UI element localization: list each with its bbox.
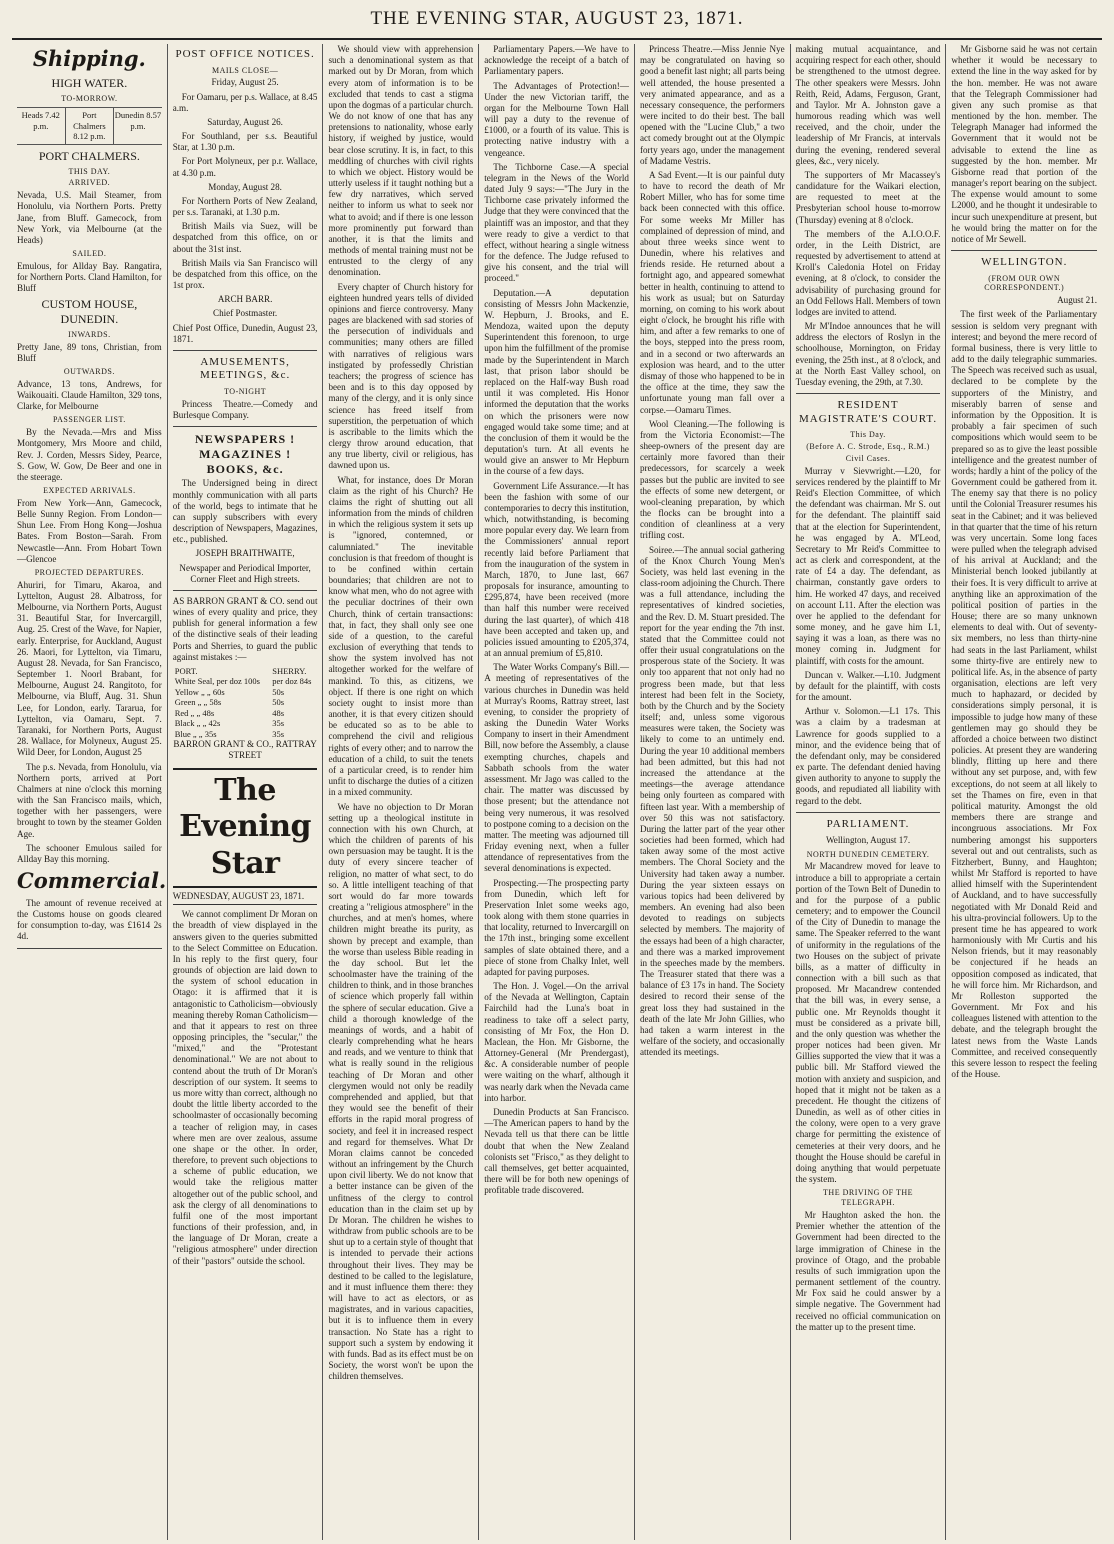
table-cell: 35s (272, 718, 285, 729)
news-item: Mr M'Indoe announces that he will address the electors of Roslyn in the schoolhouse, Mornington, on Friday evening, the 25th inst., at 8 o'clock, and at the North East Valley school, on Tuesday evening, the 29th, at 7.30. (795, 321, 941, 387)
divider (796, 812, 941, 813)
tonight-label: TO-NIGHT (224, 386, 267, 396)
rm-court-title: RESIDENT MAGISTRATE'S COURT. (799, 399, 938, 425)
shipping-note-2: The schooner Emulous sailed for Allday Bay this morning. (17, 842, 162, 864)
column-6 (791, 44, 947, 1540)
column-2 (168, 44, 324, 1540)
divider (173, 426, 318, 427)
news-item: Wool Cleaning.—The following is from the Victoria Economist:—The sheep-owners of the present day are certainly more favored than their predecessors, for scarcely a week passes but the public are invited to see the effects of some new detergent, or wool-cleaning preparation, by which the flocks can be brought into a condition of cleanliness at a very trifling cost. (639, 418, 785, 541)
column-3 (323, 44, 479, 1540)
table-cell: White Seal, per doz 100s (174, 676, 260, 687)
barron-ad-text: AS BARRON GRANT & CO. send out wines of every quality and price, they publish for general information a few of the distinctive seals of their leading Ports and Sherries, to guard the public against mistakes :— (172, 595, 318, 662)
newspapers-ad-text: The Undersigned being in direct monthly communication with all parts of the world, begs to intimate that he can supply subscribers with every description of Newspapers, Magazines, etc., published. (172, 478, 318, 545)
table-cell: Red „ „ 48s (174, 707, 215, 718)
news-item: Princess Theatre.—Miss Jennie Nye may be congratulated on having so good a benefit last night; all parts being well attended, the house presented a very animated appearance, and as a necessary consequence, the performers were incited to do their best. The ball opened with the "Lucine Club," a two act comedy brought out at the Olympic forty years ago, under the management of Madame Vestris. (639, 44, 785, 166)
wellington-date: August 21. (1057, 295, 1097, 306)
wellington-text: The first week of the Parliamentary session is seldom very pregnant with interest; and beyond the mere record of formal business, there is very little to add to the daily telegraphic summaries. The Speech was received such as usual, declared to be complete by the supporters of the Ministry, and miserably barren of sense and information by the Opposition. It is probably a fair specimen of such compositions which would seem to be prepared so as to give the least possible intelligence and the greatest number of words; hardly a hint of the policy of the Government could be gathered from it. The enemy say that there is no policy until the Colonial Treasurer resumes his seat in the Cabinet; and it was believed in that quarter that the time of his return was very uncertain. Some long faces were pulled when the telegraph advised of his arrival at Auckland; and the Ministerial bench looked jubilantly at their foes. It is very difficult to arrive at anything like an approximation of the political position of parties in the House; there are so many unknown elements to deal with. Out of seventy-six members, no less than thirty-nine had seats in the last Parliament, whilst some thirty-five are entirely new to political life. As, in the absence of party organisation, elections are left very much to haphazard, or decided by considerations simply personal, it is impossible to judge how many of these gentlemen may go should they be afforded a choice between two distinct policies. At present they are wandering blindly, flitting up here and there without any set purpose, and, with few exceptions, do not seem at all likely to set the Thames on fire, even in that political maturity. Amongst the old members there are strange and incongruous associations. Mr Fox numbering amongst his supporters several out and out centralists, such as Fitzherbert, Bunny, and Haughton; whilst Mr Stafford is reported to have allied himself with the Superintendent of Auckland, and to have successfully negotiated with Mr Donald Reid and his ultra-provincial followers. Up to the present time he has appeared to work harmoniously with Mr Curtis and his Nelson friends, but it may reasonably be conjectured if he heads an opposition composed as indicated, that he will force him. Mr Richardson, and Mr Rolleston supported the Government. Mr Fox and his colleagues listened with attention to the debate, and the telegraph brought the latest news from the Waste Lands Committee, and received consequently this severe lesson to respect the feeling of the House. (951, 309, 1097, 1080)
projected-text: Ahuriri, for Timaru, Akaroa, and Lyttelton, August 28. Albatross, for Melbourne, via Northern Ports, August 31. Beautiful Star, for Invercargill, Aug. 25. Crest of the Wave, for Napier, early. Enterprise, for Auckland, August 26. Maori, for Lyttelton, via Timaru, August 28. Nevada, for San Francisco, September 1. Noorl Brabant, for Melbourne, August 24. Rangitoto, for Melbourne, via Bluff, Aug. 31. Shun Lee, for London, early. Tararua, for Lyttelton, via Oamaru, Sept. 7. Taranaki, for Northern Ports, August 28. Wallace, for Molyneux, August 25. Wild Deer, for London, August 25 (17, 579, 162, 758)
column-7 (946, 44, 1102, 1540)
high-water-title: HIGH WATER. (51, 75, 128, 90)
divider (173, 350, 318, 351)
tide-port-chalmers: Port Chalmers 8.12 p.m. (66, 108, 115, 143)
projected-label: PROJECTED DEPARTURES. (34, 567, 145, 577)
table-row (173, 687, 318, 697)
table-cell: Green „ „ 58s (174, 697, 222, 708)
news-item: The Water Works Company's Bill.—A meeting of representatives of the various churches in Dunedin was held at Murray's Rooms, Rattray street, last evening, to consider the propriety of asking the Dunedin Water Works Company to insert in their Amendment Bill, now before the Assembly, a clause exempting churches, chapels and Sabbath schools from the water assessment. Mr Jago was called to the chair. The matter was discussed by those present; but the attendance not being very numerous, it was resolved to postpone coming to a decision on the matter. The meeting was adjourned till Friday evening next, when a fuller attendance of representatives from the several denominations is expected. (484, 662, 629, 874)
tomorrow-label: TO-MORROW. (61, 93, 118, 103)
columns (12, 44, 1102, 1540)
news-item: Mr Gisborne said he was not certain whether it would be necessary to extend the line in the way asked for by the hon. member. He was not aware that the Telegraph Commissioner had given any such promise as that mentioned by the hon. member. The Telegraph Manager had informed the Government that it would not be advisable to extend the line as suggested by the hon. member. Mr Gisborne read that portion of the manager's report bearing on the subject. The expense would amount to some L2000, and he thought it undesirable to incur such unexpenditure at present, but he would bring the matter on for the notice of Mr Sewell. (951, 44, 1097, 244)
news-item: The supporters of Mr Macassey's candidature for the Waikari election, are requested to meet at the Presbyterian school house to-morrow (Thursday) evening at 8 o'clock. (795, 169, 941, 225)
news-item: A Sad Event.—It is our painful duty to have to record the death of Mr Robert Miller, who has for some time back been connected with this office. For some weeks Mr Miller has complained of depression of mind, and about three weeks since went to Dunedin, where his relatives and friends reside. He returned about a fortnight ago, and appeared somewhat better in health, continuing to attend to his work as usual; but on Saturday morning, on coming to his work about eight o'clock, he brought his rifle with him, and after a few remarks to one of the boys, stepped into the press room, and in a second or two afterwards an explosion was heard, and to the utter dismay of those who happened to be in the office at the time, they saw the unfortunate young man fall over a corpse.—Oamaru Times. (639, 169, 785, 415)
parliament-dateline: Wellington, August 17. (825, 835, 911, 846)
column-1 (12, 44, 168, 1540)
wine-price-table (173, 666, 318, 739)
commercial-heading: Commercial. (17, 868, 167, 894)
dateline: WEDNESDAY, AUGUST 23, 1871. (173, 891, 318, 905)
table-cell: 48s (272, 707, 285, 718)
divider (17, 948, 162, 949)
outwards-label: OUTWARDS. (63, 367, 115, 377)
rm-case: Arthur v. Solomon.—L1 17s. This was a claim by a tradesman at Lawrence for goods supplied to a minor, and the evidence being that of the defendant only, may be considered ex parte. The defendant denied having given authority to anyone to supply the goods, and repudiated all liability with regard to the debt. (795, 706, 941, 806)
news-item: The Advantages of Protection!—Under the new Victorian tariff, the organ for the Melbourne Town Hall will pay a duty to the revenue of £1000, or a fourth of its value. This is protecting native industry with a vengeance. (484, 80, 629, 158)
po-item: For Oamaru, per p.s. Wallace, at 8.45 a.m. (172, 91, 318, 113)
sailed-label: SAILED. (72, 249, 107, 259)
editorial-continued-2: Every chapter of Church history for eighteen hundred years tells of divided opinions and fierce controversy. Many pages are blackened with sad stories of the persecution of individuals and communities; many others are filled with narratives of religious wars instigated by professedly Christian teachers; the progress of science has been and is to this day opposed by many of the clergy, and it is only since science has freed itself from superstition, the perpetuation of which is ascribable to the limits which the clergy throw around education, that any true liberty, civil or religious, has dawned upon us. (328, 281, 474, 471)
arrived-label: ARRIVED. (68, 178, 111, 188)
arrived-text: Nevada, U.S. Mail Steamer, from Honolulu, via Northern Ports. Pretty Jane, from Bluff. Gamecock, from New York, via Melbourne (at the Heads) (17, 190, 162, 245)
amusements-text: Princess Theatre.—Comedy and Burlesque Company. (172, 398, 318, 420)
sf-mails: British Mails via San Francisco will be despatched from this office, on the 1st prox. (172, 257, 318, 291)
customs-title: CUSTOM HOUSE, DUNEDIN. (41, 297, 138, 327)
po-item: Friday, August 25. (211, 77, 279, 88)
table-cell: 35s (272, 728, 285, 739)
wellington-sub: (FROM OUR OWN CORRESPONDENT.) (984, 273, 1065, 293)
table-row (173, 676, 318, 686)
rm-day: This Day. (850, 430, 886, 440)
passenger-text: By the Nevada.—Mrs and Miss Montgomery, Mrs Moore and child, Rev. J. Corden, Messrs Sidey, Pearce, S. Gow, W. Gow, De Beer and one in the steerage. (17, 427, 162, 482)
po-item: For Northern Ports of New Zealand, per s.s. Taranaki, at 1.30 p.m. (172, 195, 318, 218)
editorial-text: We cannot compliment Dr Moran on the breadth of view displayed in the answers given to the queries submitted to the Select Committee on Education. In his reply to the first query, four grounds of objection are laid down to the system of school education in Otago: it is affirmed that it is antagonistic to Catholicism—obviously meaning thereby Roman Catholicism—and that it appears to rest on three opposing principles, the "secular," the "mixed," and the "Protestant denominational." We are not about to contend about the truth of Dr Moran's description of our system. It seems to us more witty than correct, although no doubt the little liberty accorded to the schoolmaster of occasionally becoming a teacher of religion may, in cases where men are over zealous, assume one shape or the other. In order, therefore, to prevent such objections to a scheme of public education, we would take the religious matter altogether out of the public school, and ask the clergy of all denominations to fulfil one of the most important functions of their profession, and, in the language of Dr Moran, create a "religious atmosphere" under direction of their "pastors" outside the school. (172, 909, 318, 1266)
column-5 (635, 44, 791, 1540)
divider (173, 590, 318, 591)
wellington-title: WELLINGTON. (981, 256, 1068, 269)
port-title: PORT CHALMERS. (38, 148, 140, 163)
news-item: The Hon. J. Vogel.—On the arrival of the Nevada at Wellington, Captain Fairchild had the Luna's boat in readiness to take off a select party, consisting of Mr Fox, the Hon D. Maclean, the Hon. Mr Gisborne, the Attorney-General (Mr Prendergast), &c. A considerable number of people were waiting on the wharf, although it was nearly dark when the Nevada came into harbor. (484, 981, 629, 1103)
po-item: Saturday, August 26. (207, 116, 283, 127)
shipping-note: The p.s. Nevada, from Honolulu, via Northern ports, arrived at Port Chalmers at nine o'clock this morning with the San Francisco mails, which, together with her passengers, were brought to town by the steamer Golden Age. (17, 761, 162, 839)
telegraph-title: THE DRIVING OF THE TELEGRAPH. (823, 1188, 914, 1208)
barron-ad-footer: BARRON GRANT & CO., RATTRAY STREET (173, 739, 317, 761)
inwards-text: Pretty Jane, 89 tons, Christian, from Bluff (17, 341, 162, 363)
editorial-continued-1: We should view with apprehension such a denominational system as that marked out by Dr Moran, from which every atom of information is to be excluded that tends to cast a stigma upon the dogmas of a particular church. We do not know of one that has any pretensions to nationality, whose early history, if weighed by justice, would bear close scrutiny. It is, in fact, to this meddling of churches with civil rights to which we object. History would be utterly useless if it taught nothing but a few dry narratives, which served neither to inform us what to seek nor what to avoid; and if there is one lesson more prominently put forward than another, it is that the limits and methods of mental training must not be entrusted to the clergy of any denomination. (328, 44, 474, 278)
parliament-text: Mr Macandrew moved for leave to introduce a bill to appropriate a certain portion of the Town Belt of Dunedin to and for the purpose of a public cemetery; and to empower the Council of the City of Dunedin to manage the same. The Speaker referred to the want of uniformity in the regulations of the two Houses on the subject of private bills, as a matter of difficulty in connection with a bill such as that proposed. Mr Macandrew contended that the bill was, in every sense, a public one. Mr Reynolds thought it must be considered as a private bill, and the only question was whether the proper notices had been given. Mr Gillies supported the view that it was a public bill. Mr Stafford viewed the motion with anxiety and suspicion, and hoped that it might not be taken as a precedent. He thought the citizens of Dunedin, as well as of other cities in the colony, were open to a very grave charge for permitting the existence of cemeteries at their very doors, and he thought the House should be careful in doing anything that would perpetuate the system. (795, 861, 941, 1185)
passenger-label: PASSENGER LIST. (52, 415, 126, 425)
po-item: For Southland, per s.s. Beautiful Star, at 1.30 p.m. (172, 131, 318, 153)
table-cell: Yellow „ „ 60s (174, 686, 225, 697)
rm-case: Murray v Sievwright.—L20, for services rendered by the plaintiff to Mr Reid's Election Committee, of which the defendant was chairman. Mr S. out for the defendant. The plaintiff said that at the election for Superintendent, he was engaged by A. M'Leod, Secretary to Mr Reid's Committee to act as clerk and correspondent, at the rate of £4 a day. The defendant, as chairman, constantly gave orders to him. He worked 47 days, and received on account L11. After the election was over he applied to the defendant for some money, and he gave him L1, saying it was a loan, as there was no money coming in. Judgment for plaintiff, with costs for the amount. (795, 465, 941, 666)
po-signed: ARCH BARR. (217, 294, 273, 305)
table-cell: 50s (272, 686, 285, 697)
table-cell: per doz 84s (272, 676, 312, 687)
column-4 (479, 44, 635, 1540)
tide-heads: Heads 7.42 p.m. (17, 108, 66, 143)
news-item: Deputation.—A deputation consisting of Messrs John Mackenzie, W. Hepburn, J. Brooks, and E. Mendoza, waited upon the deputy Superintendent this forenoon, to urge upon him the fulfillment of the promise made by the Superintendent in March last, that prison labor should be replaced on the Half-way Bush road until it was completed. His Honor informed the deputation that the works on which the prisoners were now engaged would take some time; and at the conclusion of them it would be the deputation's turn. At all events he would give an answer to Mr Hepburn in the course of a few days. (484, 287, 629, 477)
outwards-text: Advance, 13 tons, Andrews, for Waikouaiti. Claude Hamilton, 329 tons, Clarke, for Melbourne (17, 378, 162, 412)
table-cell: Blue „ „ 35s (174, 728, 217, 739)
table-cell: 50s (272, 697, 285, 708)
po-item: Monday, August 28. (208, 181, 282, 192)
evening-star-logo: The Evening Star (173, 768, 318, 889)
port-label: PORT. (174, 665, 198, 676)
expected-label: EXPECTED ARRIVALS. (43, 486, 136, 496)
po-footer: Chief Post Office, Dunedin, August 23, 1871. (172, 322, 318, 344)
tide-table (17, 107, 162, 144)
telegraph-text: Mr Haughton asked the hon. the Premier whether the attention of the Government had been directed to the large immigration of Chinese in the province of Otago, and the probable results of such immigration upon the permanent settlement of the country. Mr Fox said he could answer by a simple negative. The Government had received no official communication on the matter up to the present time. (795, 1209, 941, 1332)
mails-close-label: MAILS CLOSE— (211, 65, 279, 75)
news-item: The members of the A.I.O.O.F. order, in the Leith District, are requested by advertisement to attend at Kroll's Caledonia Hotel on Friday evening, at 8 o'clock, to consider the advisability of purchasing ground for an Odd Fellows Hall. Members of town lodges are invited to attend. (795, 228, 941, 317)
post-office-title: POST OFFICE NOTICES. (175, 48, 315, 60)
parliament-sub: NORTH DUNEDIN CEMETERY. (806, 849, 930, 859)
table-row (173, 718, 318, 728)
divider (796, 393, 941, 394)
expected-text: From New York—Ann, Gamecock, Belle Sunny Region. From London—Shun Lee. From Hong Kong—Joshua Bates. From Boston—Sarah. From Newcastle—Ann. From Hobart Town—Glencoe (17, 497, 162, 564)
sailed-text: Emulous, for Allday Bay. Rangatira, for Northern Ports. Cland Hamilton, for Bluff (17, 260, 162, 294)
amusements-title: AMUSEMENTS, MEETINGS, &c. (199, 355, 291, 382)
newspapers-ad-name: JOSEPH BRAITHWAITE, (195, 548, 295, 559)
news-item: Dunedin Products at San Francisco.—The American papers to hand by the Nevada tell us that there can be little doubt that when the New Zealand colonists set "Frisco," as they delight to call themselves, get better acquainted, there will be for both new openings of profitable trade discovered. (484, 1106, 629, 1196)
table-row (173, 697, 318, 707)
editorial-continued-3: What, for instance, does Dr Moran claim as the right of his Church? He claims the right of shutting out all information from the minds of children in which the religious system it sets up is "ignored, contemned, or calumniated." The inevitable conclusion is that freedom of thought is to be confined within certain boundaries; that children are not to know what men, who do not agree with the peculiar doctrines of their own Church, think of certain transactions: that, in fact, they shall only see one side of a question, to the careful exclusion of everything that tends to show the system involved has not altogether worked for the welfare of mankind. To this, as citizens, we object. If there is one right on which society ought to insist more than another, it is that every citizen should be educated so as to be able to comprehend the civil and religious rights of every other; and to narrow the education of a child, to suit the tenets of a particular creed, is to render him unfit to discharge the duties of a citizen in a mixed community. (328, 474, 474, 798)
editorial-continued-4: We have no objection to Dr Moran setting up a theological institute in connection with his own Church, at which the children of parents of his own persuasion may be taught. It is the duty of every sincere teacher of religion, no matter of what sect, to do so. A little intelligent teaching of that sort would do far more towards creating a "religious atmosphere" in the churches, and at men's homes, where children might breathe its purity, as shown by precept and example, than the worse than useless Bible reading in the day school. But let the schoolmaster have the training of the children to think, and in those branches of science which properly fall within the sphere of secular education. Give a child a thorough knowledge of the meanings of words, and a habit of clearly comprehending what he hears and reads, and we venture to think that what is really sound in the religious teaching of Dr Moran and other clergymen would not only be readily comprehended and applied, but that they would see the benefit of their efforts in the rapid moral progress of society, and feel it in increased respect and regard for themselves. What Dr Moran claims cannot be conceded without an infringement by the Church upon civil liberty. We do not know that a better instance can be given of the unfitness of the clergy to control education than in the claim set up by Dr Moran. The children he wishes to withdraw from public schools are to be shut up to a certain style of thought that is intended to pervade their actions throughout their lives. They may be destined to be called to the legislature, and it must influence them there: they will have to act as electors, or as magistrates, and in various capacities, but it is to influence them in every transaction. No State has a right to support such a system by endowing it with funds. Bad as its effect must be on Society, the worst won't be upon the children themselves. (328, 801, 474, 1382)
tide-dunedin: Dunedin 8.57 p.m. (114, 110, 162, 131)
british-mails: British Mails via Suez, will be despatched from this office, on or about the 31st inst. (172, 221, 318, 254)
rm-case: Duncan v. Walker.—L10. Judgment by default for the plaintiff, with costs for the amount. (795, 669, 941, 703)
po-signed-title: Chief Postmaster. (213, 308, 278, 319)
news-item: making mutual acquaintance, and acquiring respect for each other, should be strengthened to the utmost degree. The other speakers were Messrs. John Reith, Reid, Adams, Ferguson, Grant, and Taylor. Mr A. Johnston gave a humorous reading which was well received, and the choir, under the leadership of Mr Francis, at intervals during the evening, rendered several glees, &c., very nicely. (795, 44, 941, 166)
news-item: Prospecting.—The prospecting party from Dunedin, which left for Preservation Inlet some weeks ago, took along with them stone quarries in that locality, returned to Invercargill on the 17th inst., bringing some excellent samples of slate obtained there, and a piece of stone from Chalky Inlet, well adapted for paving purposes. (484, 877, 629, 977)
commercial-text: The amount of revenue received at the Customs house on goods cleared for consumption to-day, was £1614 2s 4d. (17, 897, 162, 942)
news-item: Government Life Assurance.—It has been the fashion with some of our contemporaries to decry this institution, which, notwithstanding, is becoming more popular every day. We learn from the Commissioners' annual report recently laid before Parliament that from the inauguration of the system in March, 1870, to June last, 667 proposals for insurance, amounting to £295,874, have been received (more than half this number were received during the last quarter), of which 418 have been accepted and taken up, and policies issued amounting to £205,374, at an annual premium of £5,810. (484, 480, 629, 659)
news-item: Parliamentary Papers.—We have to acknowledge the receipt of a batch of Parliamentary papers. (484, 44, 629, 77)
inwards-label: INWARDS. (68, 329, 111, 339)
news-item: Soiree.—The annual social gathering of the Knox Church Young Men's Society, was held last evening in the class-room adjoining the Church. There was a full attendance, including the representatives of kindred societies, and the Rev. D. M. Stuart presided. The report for the year ending the 7th inst. stated that the Committee could not offer their usual congratulations on the prosperous state of the Society. It was only too apparent that not only had no progress been made, but that less interest had been felt in the Society, both by the Church and by the Society itself; and, unless some vigorous measures were taken, the Society was likely to come to an untimely end. During the year 10 additional members had been admitted, but this had not increased the attendance at the meetings—the average attendance being only fourteen as compared with fifteen last year. With a membership of over 50 this was not satisfactory. During the latter part of the year other societies had been formed, which had taken away some of the most active members. The Choral Society and the University had taken away a number. During the year sixteen essays on various topics had been delivered by members. An evening had also been devoted to readings on subjects selected by members. The majority of the essays had been of a high character, and there was a marked improvement in the speeches made by the members. The Treasurer stated that there was a balance of £3 17s in hand. The Society desired to record their sense of the great loss they had sustained in the death of the late Mr John Gillies, who had taken a warm interest in the welfare of the society, and occasionally attended its meetings. (639, 544, 785, 1058)
newspapers-ad-title: NEWSPAPERS ! MAGAZINES ! BOOKS, &c. (195, 432, 296, 476)
news-item: The Tichborne Case.—A special telegram in the News of the World dated July 9 says:—"The Jury in the Tichborne case privately informed the Judge that they were convinced that the plaintiff was an impostor, and that they were ready to give a verdict to that effect, without hearing a single witness for the defence. The Judge refused to give his consent, and the trial will proceed." (484, 161, 629, 284)
shipping-heading: Shipping. (32, 46, 146, 71)
this-day-label: THIS DAY. (68, 166, 111, 176)
rm-civil: Civil Cases. (845, 453, 891, 463)
newspapers-ad-address: Newspaper and Periodical Importer, Corner Fleet and High streets. (179, 562, 311, 584)
table-row (173, 708, 318, 718)
rm-before: (Before A. C. Strode, Esq., R.M.) (806, 442, 930, 452)
table-cell: Black „ „ 42s (174, 718, 221, 729)
parliament-title: PARLIAMENT. (826, 817, 910, 830)
po-item: For Port Molyneux, per p.r. Wallace, at 4.30 p.m. (172, 156, 318, 178)
divider (951, 250, 1097, 251)
table-row (173, 729, 318, 739)
masthead: THE EVENING STAR, AUGUST 23, 1871. (12, 8, 1102, 40)
sherry-label: SHERRY. (272, 665, 307, 676)
